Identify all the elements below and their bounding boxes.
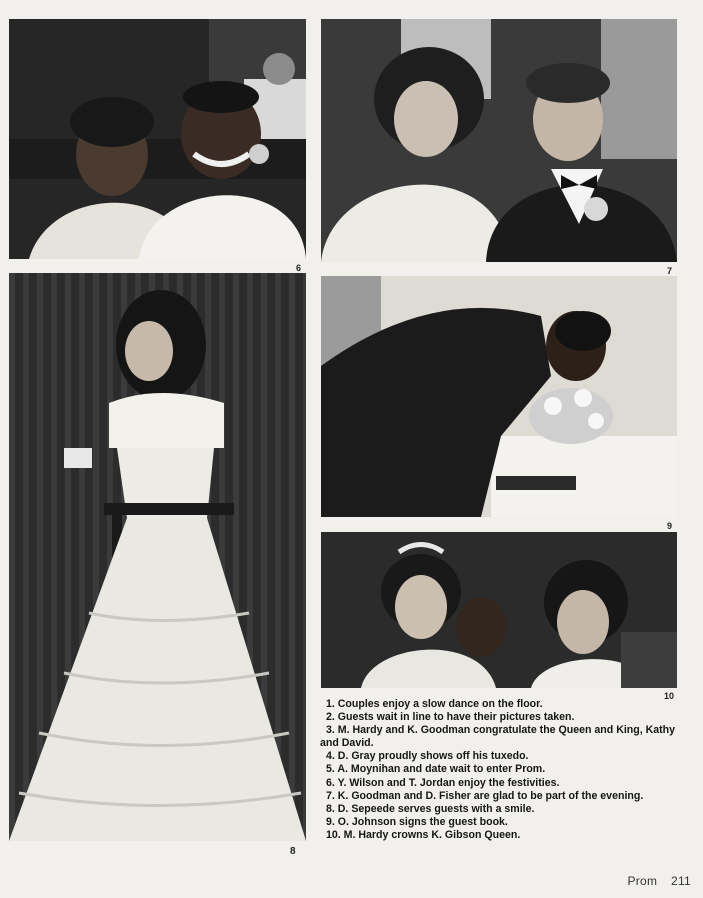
caption-item: 5. A. Moynihan and date wait to enter Prom.	[326, 763, 546, 776]
photo-7	[321, 19, 677, 262]
photo-7-number: 7	[667, 266, 673, 276]
caption-item: 10. M. Hardy crowns K. Gibson Queen.	[326, 828, 521, 841]
photo-10	[321, 532, 677, 688]
caption-item: 8. D. Sepeede serves guests with a smile.	[326, 802, 535, 815]
photo-8	[9, 273, 306, 841]
caption-item: 7. K. Goodman and D. Fisher are glad to be part of the evening.	[326, 789, 644, 802]
page-number: 211	[670, 874, 691, 888]
photo-6-number: 6	[296, 263, 302, 273]
page-footer	[617, 874, 691, 888]
caption-item: 4. D. Gray proudly shows off his tuxedo.	[326, 750, 529, 763]
section-title: Prom	[627, 874, 658, 888]
photo-8-number: 8	[290, 846, 296, 857]
photo-9	[321, 276, 677, 517]
caption-list	[320, 698, 692, 842]
photo-6	[9, 19, 306, 259]
photo-9-number: 9	[667, 521, 673, 531]
caption-item: 3. M. Hardy and K. Goodman congratulate the Queen and King, Kathy and David.	[320, 724, 676, 750]
photo-10-number: 10	[664, 691, 675, 701]
caption-item: 1. Couples enjoy a slow dance on the floor.	[326, 698, 543, 710]
caption-item: 2. Guests wait in line to have their pictures taken.	[326, 711, 575, 724]
caption-item: 6. Y. Wilson and T. Jordan enjoy the festivities.	[326, 776, 560, 789]
caption-item: 9. O. Johnson signs the guest book.	[326, 815, 508, 828]
